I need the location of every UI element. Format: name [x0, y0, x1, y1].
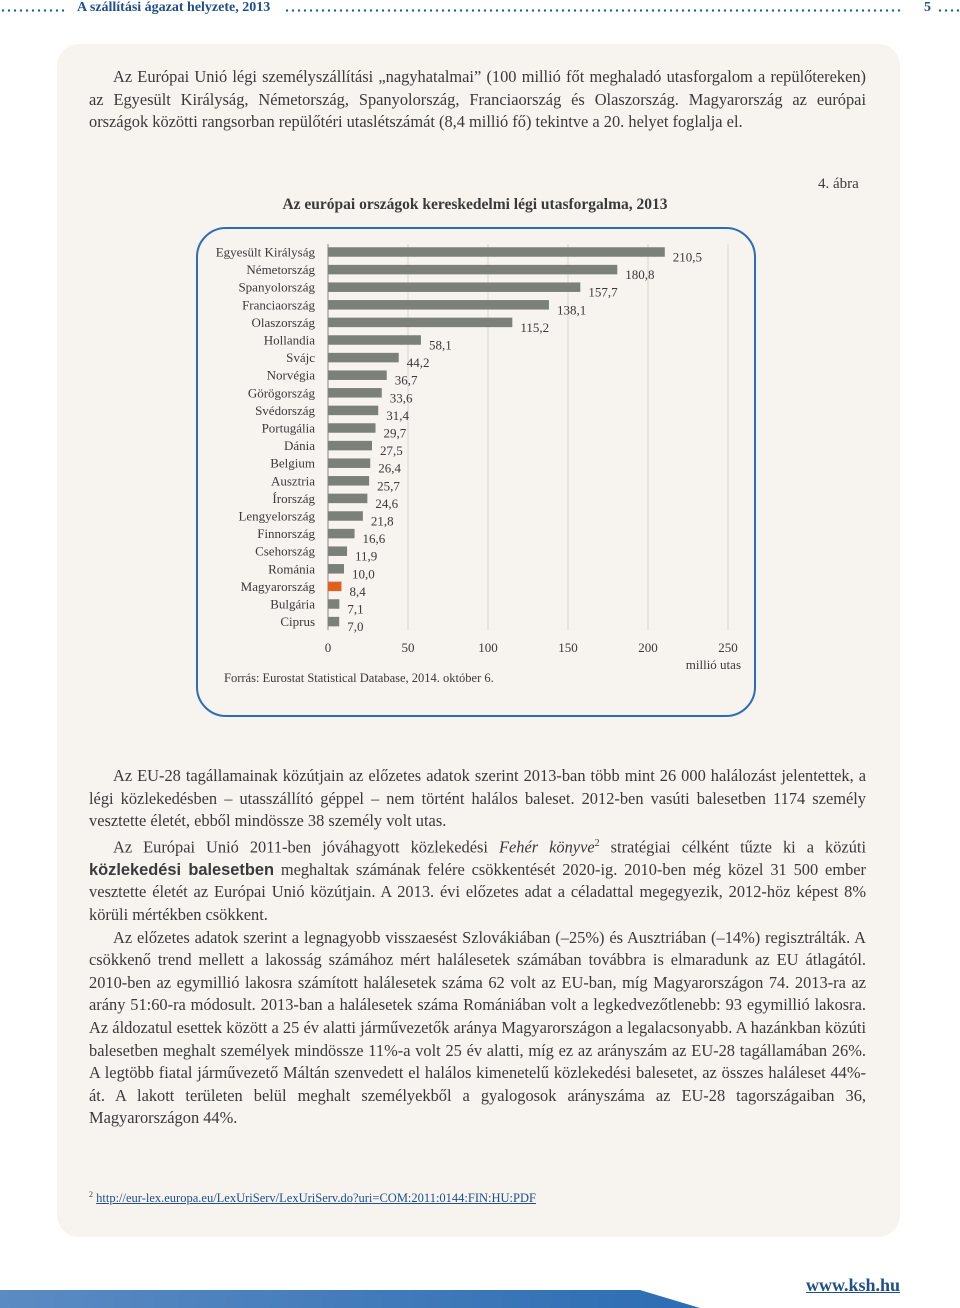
category-label: Hollandia [263, 332, 315, 348]
value-label: 7,1 [347, 601, 364, 617]
bar [328, 370, 387, 380]
p2-part-a: Az Európai Unió 2011-ben jóváhagyott közlekedési [113, 837, 499, 857]
bar [328, 564, 344, 574]
category-label: Svájc [286, 350, 315, 366]
x-tick-label: 200 [638, 640, 658, 655]
value-label: 11,9 [355, 548, 378, 564]
footnote-link[interactable]: http://eur-lex.europa.eu/LexUriServ/LexUriServ.do?uri=COM:2011:0144:FIN:HU:PDF [96, 1191, 536, 1206]
category-label: Írország [272, 490, 315, 506]
category-label: Csehország [255, 543, 315, 559]
category-label: Ausztria [270, 473, 315, 489]
bar [328, 406, 378, 416]
category-label: Egyesült Királyság [215, 244, 315, 260]
category-label: Norvégia [266, 367, 315, 383]
value-label: 44,2 [406, 355, 430, 371]
bar [328, 617, 339, 627]
p2-part-b: stratégiai célként tűzte ki a közúti [599, 837, 866, 857]
chart-source: Forrás: Eurostat Statistical Database, 2014. október 6. [224, 671, 494, 685]
value-label: 7,0 [347, 619, 364, 635]
x-tick-label: 150 [558, 640, 578, 655]
value-label: 25,7 [377, 478, 400, 494]
bar [328, 458, 370, 468]
bar [328, 247, 665, 257]
p2-italic: Fehér könyve [498, 837, 595, 857]
category-label: Ciprus [280, 614, 315, 630]
page-number: 5 [924, 0, 931, 15]
body-paragraph-3: Az előzetes adatok szerint a legnagyobb visszaesést Szlovákiában (–25%) és Ausztriában (–14%) regisztrálták. A csökkenő trend mellett a lakosság számához mért halálesetek számában továbbra is elmaradunk az EU átlagától. 2010-ben az egymillió lakosra számított halálesetek száma 62 volt az EU-ban, míg Magyarországon 74. 2013-ra az arány 51:60-ra módosult. 2013-ban a halálesetek száma Romániában volt a legkedvezőtlenebb: 93 egymillió lakosra. Az áldozatul esettek között a 25 év alatti járművezetők aránya Magyarországon a legalacsonyabb. A hazánkban közúti balesetben meghalt személyek mindössze 11%-a volt 25 év alatti, míg ez az arányszám az EU-28 tagállamában 26%. A legtöbb fiatal járművezető Máltán szenvedett el halálos kimenetelű közlekedési balesetet, az összes haláleset 44%-át. A lakott területen belül meghalt személyekből a gyalogosok arányszáma az EU-28 tagországaiban 36, Magyarországon 44%. [89, 927, 866, 1128]
p2-part-c: meghaltak számának felére csökkentését 2020-ig. 2010-ben még közel 31 500 ember vesztette életét az Európai Unió közútjain. A 2013. évi előzetes adat a céladattal megegyezik, 2012-höz képest 8% körüli mértékben csökkent. [89, 859, 866, 925]
x-tick-label: 50 [401, 640, 415, 655]
category-label: Franciaország [242, 297, 315, 313]
value-label: 33,6 [389, 390, 413, 406]
bar [328, 476, 369, 486]
category-label: Finnország [257, 526, 315, 542]
bar [328, 300, 549, 310]
p2-bold: közlekedési balesetben [89, 860, 274, 879]
value-label: 58,1 [428, 337, 452, 353]
bar [328, 335, 421, 345]
value-label: 138,1 [556, 302, 587, 318]
footnote [89, 1190, 536, 1206]
category-label: Belgium [270, 455, 315, 471]
x-tick-label: 100 [478, 640, 498, 655]
category-label: Bulgária [270, 596, 315, 612]
bar [328, 546, 347, 556]
bar [328, 582, 341, 592]
category-label: Olaszország [251, 314, 315, 330]
category-label: Lengyelország [238, 508, 315, 524]
footnote-number: 2 [89, 1190, 93, 1199]
bar [328, 494, 367, 504]
x-tick-label: 250 [718, 640, 738, 655]
value-label: 115,2 [520, 319, 550, 335]
bar [328, 599, 339, 609]
footer-bar [0, 1290, 700, 1308]
value-label: 29,7 [383, 425, 407, 441]
category-label: Svédország [255, 402, 315, 418]
bar [328, 388, 382, 398]
body-paragraph-2 [89, 833, 866, 927]
value-label: 24,6 [375, 495, 399, 511]
header-title: A szállítási ágazat helyzete, 2013 [77, 0, 271, 15]
category-label: Spanyolország [238, 279, 315, 295]
bar [328, 529, 355, 539]
value-label: 36,7 [394, 372, 418, 388]
value-label: 157,7 [588, 284, 618, 300]
value-label: 27,5 [380, 443, 403, 459]
bar [328, 282, 580, 292]
bar [328, 265, 617, 275]
category-label: Görögország [247, 385, 315, 401]
value-label: 8,4 [349, 583, 366, 599]
bar [328, 318, 512, 328]
category-label: Németország [246, 262, 315, 278]
category-label: Portugália [261, 420, 315, 436]
x-axis-label: millió utas [685, 657, 741, 672]
bar [328, 353, 399, 363]
bar [328, 423, 376, 433]
value-label: 31,4 [386, 407, 409, 423]
intro-paragraph: Az Európai Unió légi személyszállítási „nagyhatalmai” (100 millió főt meghaladó utasforgalom a repülőtereken) az Egyesült Királyság, Németország, Spanyolország, Franciaország és Olaszország. Magyarország az európai országok közötti rangsorban repülőtéri utaslétszámát (8,4 millió fő) tekintve a 20. helyet foglalja el. [89, 67, 866, 132]
category-label: Magyarország [240, 578, 315, 594]
value-label: 10,0 [352, 566, 375, 582]
value-label: 16,6 [362, 531, 386, 547]
value-label: 26,4 [378, 460, 401, 476]
bar [328, 441, 372, 451]
chart-title: Az európai országok kereskedelmi légi utasforgalma, 2013 [282, 196, 668, 213]
value-label: 210,5 [672, 249, 703, 265]
value-label: 180,8 [625, 267, 655, 283]
footer-site-link[interactable]: www.ksh.hu [806, 1275, 901, 1295]
body-text [89, 765, 866, 1130]
category-label: Románia [268, 561, 315, 577]
value-label: 21,8 [370, 513, 394, 529]
category-label: Dánia [283, 438, 315, 454]
bar [328, 511, 363, 521]
p2-footnote-ref: 2 [594, 837, 600, 849]
x-tick-label: 0 [324, 640, 332, 655]
body-paragraph-1: Az EU-28 tagállamainak közútjain az előzetes adatok szerint 2013-ban több mint 26 000 halálozást jelentettek, a légi közlekedésben – utasszállító géppel – nem történt halálos baleset. 2012-ben vasúti balesetben 1174 személy vesztette életét, ebből mindössze 38 személy volt utas. [89, 766, 866, 831]
figure-label: 4. ábra [818, 176, 859, 192]
